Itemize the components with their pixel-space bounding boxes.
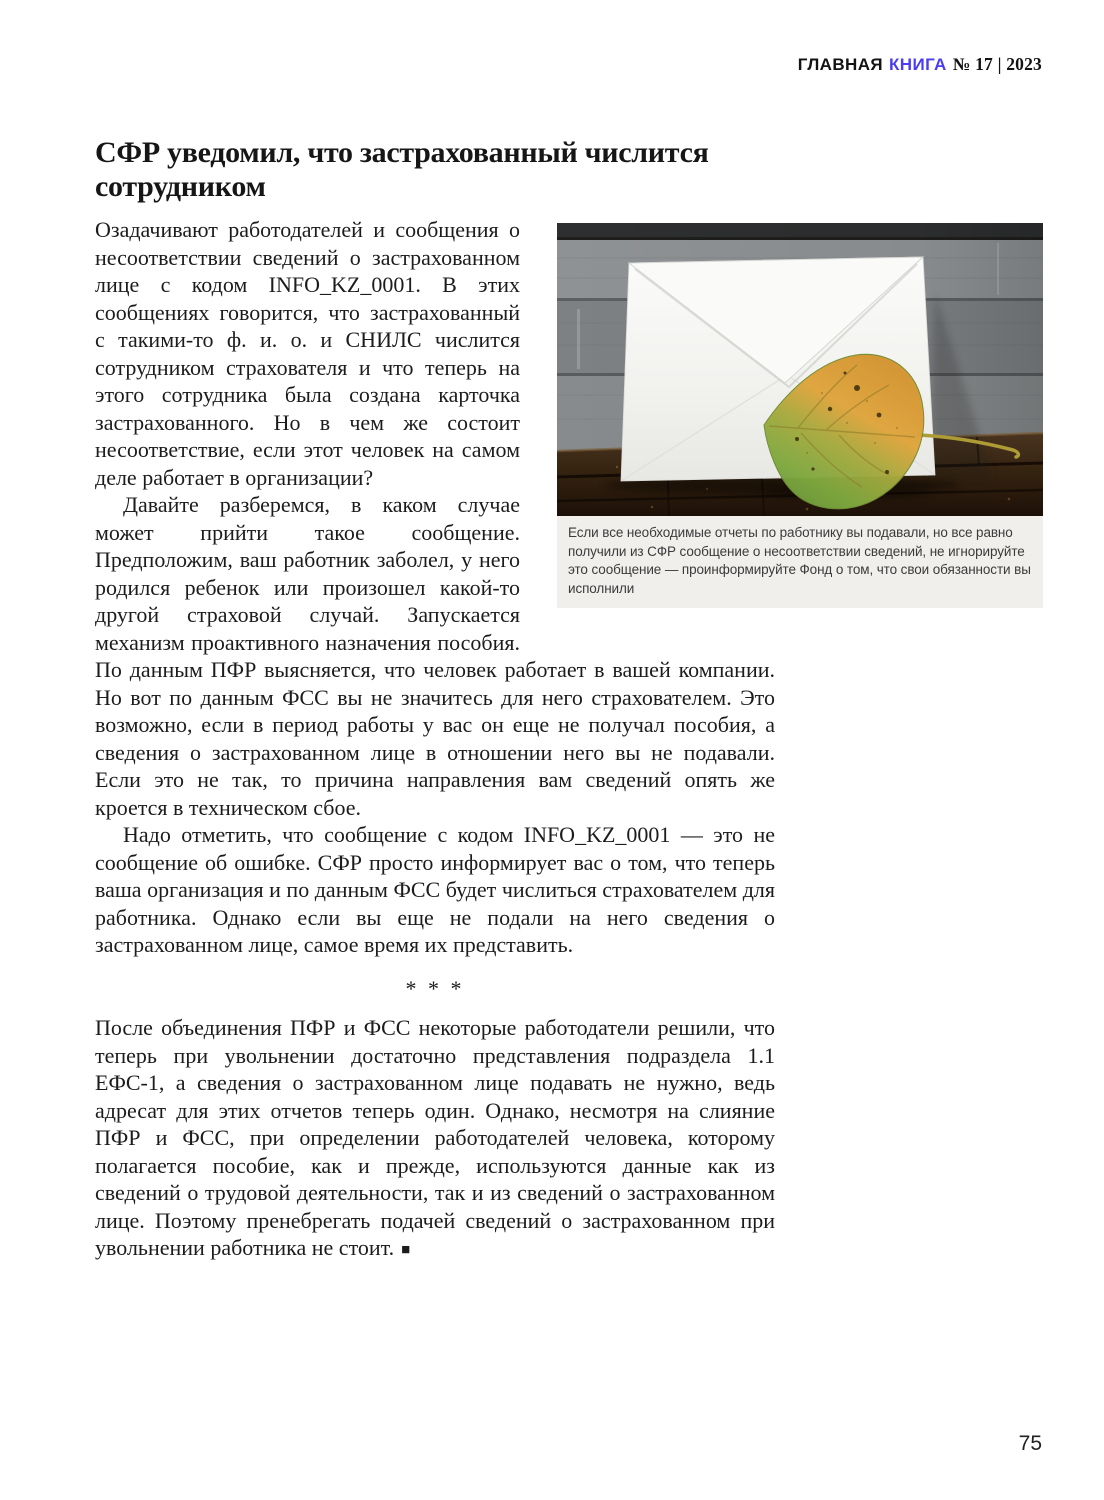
paragraph-4 [95,1014,775,1265]
magazine-name-accent: КНИГА [889,55,947,74]
article [95,136,1031,1265]
envelope-leaf-photo-image [557,223,1043,516]
paragraph-2: Давайте разберемся, в каком случае может прийти такое сообщение. Предположим, ваш работник заболел, у него родился ребенок или произошел какой-то другой страховой случай. Запускается механизм проактивного назначения пособия. По данным ПФР выясняется, что человек работает в вашей компании. Но вот по данным ФСС вы не значитесь для него страхователем. Это возможно, если в период работы у вас он еще не получал пособия, а сведения о застрахованном лице в отношении него вы не подавали. Если это не так, то причина направления вам сведений опять же кроется в техническом сбое. [95,492,775,820]
magazine-name-black: ГЛАВНАЯ [797,55,884,74]
paragraph-1: Озадачивают работодателей и сообщения о несоответствии сведений о застрахованном лице с кодом INFO_KZ_0001. В этих сообщениях говорится, что застрахованный с такими-то ф. и. о. и СНИЛС числится сотрудником страхователя и что теперь на этого сотрудника была создана карточка застрахованного. Но в чем же состоит несоответствие, если этот человек на самом деле работает в организации? [95,217,520,490]
end-of-article-mark: ■ [401,1242,411,1258]
issue-info: № 17 | 2023 [952,54,1042,74]
article-figure [557,223,1043,608]
section-separator: * * * [405,975,465,1001]
article-title: СФР уведомил, что застрахованный числится сотрудником [95,136,709,203]
paragraph-4-text: После объединения ПФР и ФСС некоторые работодатели решили, что теперь при увольнении достаточно представления подраздела 1.1 ЕФС-1, а сведения о застрахованном лице подавать не нужно, ведь адресат для этих отчетов теперь один. Однако, несмотря на слияние ПФР и ФСС, при определении работодателей человека, которому полагается пособие, как и прежде, используются данные как из сведений о трудовой деятельности, так и из сведений о застрахованном лице. Поэтому пренебрегать подачей сведений о застрахованном при увольнении работника не стоит. [95,1015,775,1260]
page-number: 75 [1018,1432,1042,1455]
paragraph-3: Надо отметить, что сообщение с кодом INFO_KZ_0001 — это не сообщение об ошибке. СФР просто информирует вас о том, что теперь ваша организация и по данным ФСС будет числиться страхователем для работника. Однако если вы еще не подали на него сведения о застрахованном лице, самое время их представить. [95,822,775,957]
photo-caption: Если все необходимые отчеты по работнику вы подавали, но все равно получили из СФР сообщение о несоответствии сведений, не игнорируйте это сообщение — проинформируйте Фонд о том, что свои обязанности вы исполнили [557,516,1043,608]
page-header [798,54,1042,75]
article-body [95,216,1031,1265]
